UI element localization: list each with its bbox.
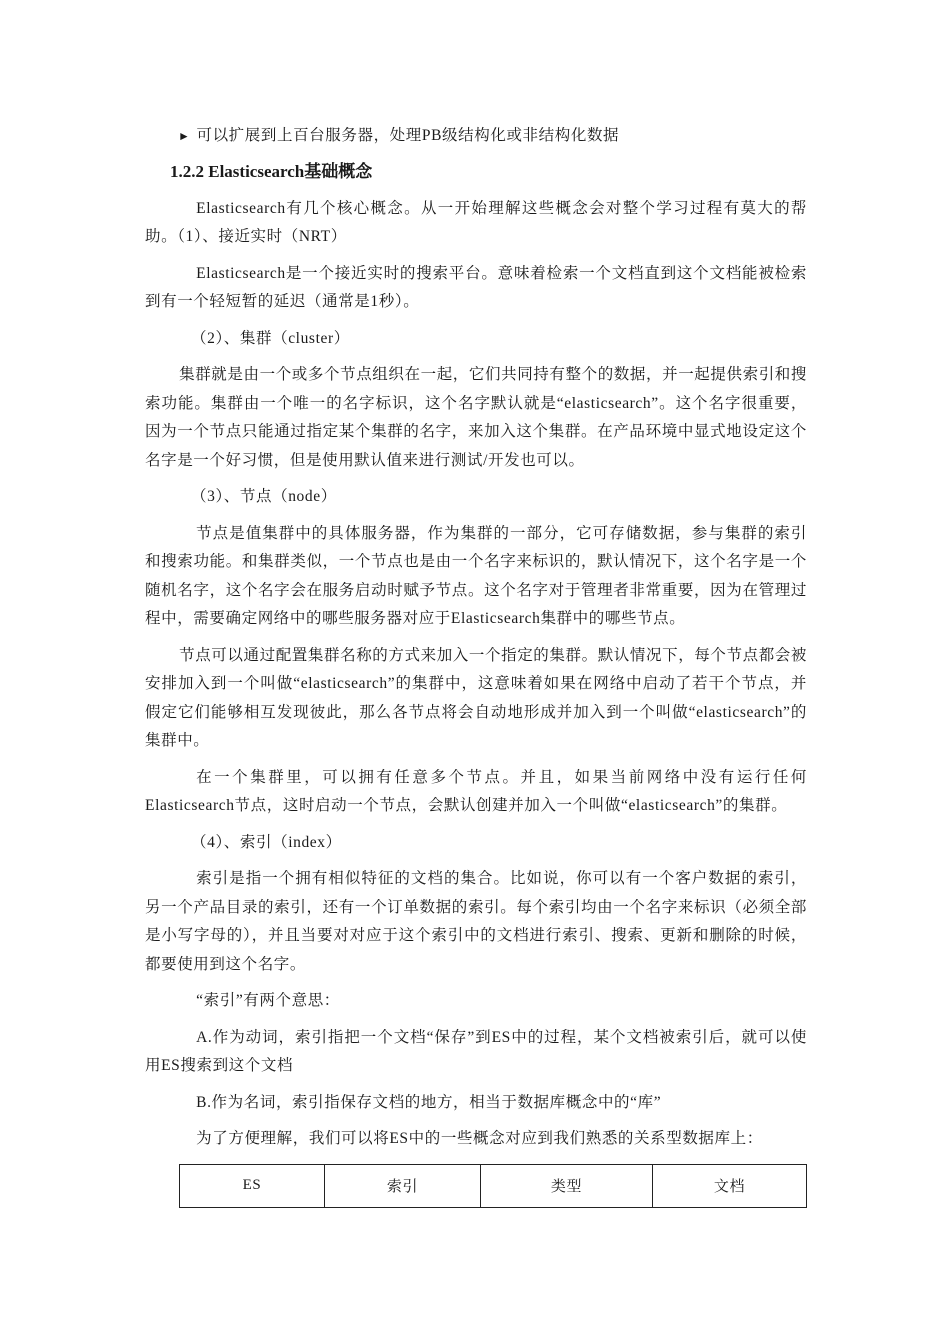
table-cell: ES: [180, 1164, 325, 1207]
node-paragraph-2: 节点可以通过配置集群名称的方式来加入一个指定的集群。默认情况下，每个节点都会被安排加入到一个叫做“elasticsearch”的集群中，这意味着如果在网络中启动了若干个节点，并假定它们能够相互发现彼此，那么各节点将会自动地形成并加入到一个叫做“elasticsearch”的集群中。: [145, 646, 807, 749]
arrow-bullet-icon: ►: [178, 129, 191, 143]
index-heading: （4）、索引（index）: [191, 833, 342, 851]
verb-paragraph: A.作为动词，索引指把一个文档“保存”到ES中的过程，某个文档被索引后，就可以使用ES搜索到这个文档: [145, 1028, 807, 1074]
noun-paragraph: B.作为名词，索引指保存文档的地方，相当于数据库概念中的“库”: [196, 1093, 662, 1111]
node-paragraph-3: 在一个集群里，可以拥有任意多个节点。并且，如果当前网络中没有运行任何Elasticsearch节点，这时启动一个节点，会默认创建并加入一个叫做“elasticsearch”的集群。: [145, 768, 807, 814]
node-heading: （3）、节点（node）: [191, 488, 337, 505]
meaning-paragraph: “索引”有两个意思：: [196, 992, 340, 1009]
node-paragraph-1: 节点是值集群中的具体服务器，作为集群的一部分，它可存储数据，参与集群的索引和搜索功能。和集群类似，一个节点也是由一个名字来标识的，默认情况下，这个名字是一个随机名字，这个名字会在服务启动时赋予节点。这个名字对于管理者非常重要，因为在管理过程中，需要确定网络中的哪些服务器对应于Elasticsearch集群中的哪些节点。: [145, 524, 807, 627]
table-row: [180, 1164, 807, 1207]
bullet-item: [145, 122, 807, 151]
section-heading: 1.2.2 Elasticsearch基础概念: [170, 161, 373, 181]
table-cell: 类型: [481, 1164, 653, 1207]
cluster-heading: （2）、集群（cluster）: [191, 329, 350, 347]
bullet-text: 可以扩展到上百台服务器，处理PB级结构化或非结构化数据: [196, 127, 620, 144]
document-body: [145, 122, 807, 1208]
table-cell: 索引: [325, 1164, 481, 1207]
nrt-paragraph: Elasticsearch是一个接近实时的搜索平台。意味着检索一个文档直到这个文档能被检索到有一个轻短暂的延迟（通常是1秒）。: [145, 264, 807, 310]
intro-paragraph: Elasticsearch有几个核心概念。从一开始理解这些概念会对整个学习过程有莫大的帮助。（1）、接近实时（NRT）: [145, 199, 807, 245]
mapping-paragraph: 为了方便理解，我们可以将ES中的一些概念对应到我们熟悉的关系型数据库上：: [196, 1130, 763, 1147]
concept-table: [179, 1164, 807, 1208]
table-cell: 文档: [653, 1164, 807, 1207]
index-paragraph: 索引是指一个拥有相似特征的文档的集合。比如说，你可以有一个客户数据的索引，另一个产品目录的索引，还有一个订单数据的索引。每个索引均由一个名字来标识（必须全部是小写字母的），并且当要对对应于这个索引中的文档进行索引、搜索、更新和删除的时候，都要使用到这个名字。: [145, 870, 807, 973]
cluster-paragraph: 集群就是由一个或多个节点组织在一起，它们共同持有整个的数据，并一起提供索引和搜索功能。集群由一个唯一的名字标识，这个名字默认就是“elasticsearch”。这个名字很重要，因为一个节点只能通过指定某个集群的名字，来加入这个集群。在产品环境中显式地设定这个名字是一个好习惯，但是使用默认值来进行测试/开发也可以。: [145, 366, 807, 469]
